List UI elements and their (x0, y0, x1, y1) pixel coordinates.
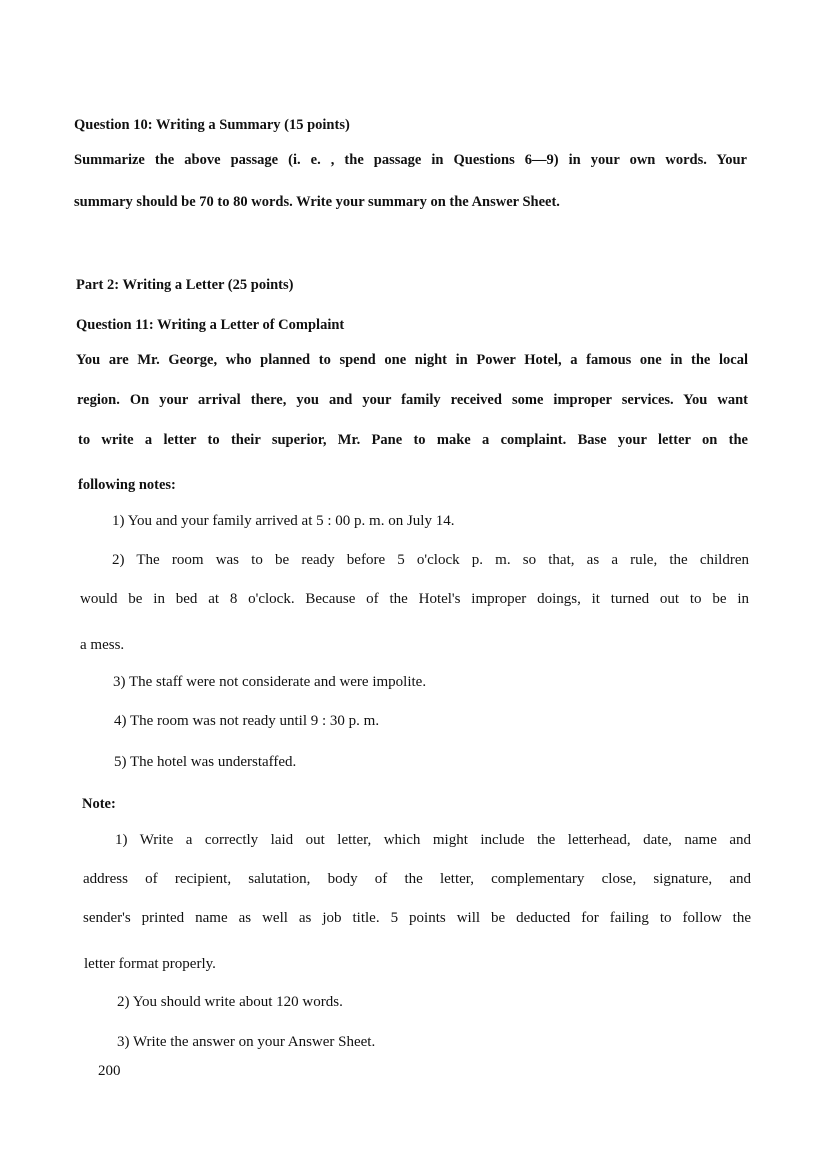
note-label: Note: (82, 796, 116, 812)
notes-item-2: 2) The room was to be ready before 5 o'clock p. m. so that, as a rule, the children (112, 552, 749, 568)
note-item-1-cont-2: sender's printed name as well as job title. 5 points will be deducted for failing to follow the (83, 910, 751, 926)
question-10-title: Question 10: Writing a Summary (15 points) (74, 117, 350, 133)
note-item-1-cont: address of recipient, salutation, body of the letter, complementary close, signature, and (83, 871, 751, 887)
notes-item-2-end: a mess. (80, 637, 125, 653)
notes-item-2-cont: would be in bed at 8 o'clock. Because of the Hotel's improper doings, it turned out to be in (80, 591, 749, 607)
q11-text-line-3: to write a letter to their superior, Mr. Pane to make a complaint. Base your letter on the (78, 432, 748, 448)
notes-item-5: 5) The hotel was understaffed. (114, 754, 297, 770)
note-item-2: 2) You should write about 120 words. (117, 994, 343, 1010)
note-item-1: 1) Write a correctly laid out letter, which might include the letterhead, date, name and (115, 832, 751, 848)
note-item-3: 3) Write the answer on your Answer Sheet. (117, 1034, 376, 1050)
part-2-title: Part 2: Writing a Letter (25 points) (76, 277, 294, 293)
q11-text-line-1: You are Mr. George, who planned to spend one night in Power Hotel, a famous one in the local (76, 352, 748, 368)
notes-item-4: 4) The room was not ready until 9 : 30 p. m. (114, 713, 380, 729)
note-item-1-end: letter format properly. (84, 956, 216, 972)
page-number: 200 (98, 1063, 121, 1079)
q10-text-line-2: summary should be 70 to 80 words. Write your summary on the Answer Sheet. (74, 194, 560, 210)
notes-item-1: 1) You and your family arrived at 5 : 00 p. m. on July 14. (112, 513, 455, 529)
question-11-title: Question 11: Writing a Letter of Complaint (76, 317, 345, 333)
notes-item-3: 3) The staff were not considerate and were impolite. (113, 674, 427, 690)
q10-text-line-1: Summarize the above passage (i. e. , the passage in Questions 6—9) in your own words. Your (74, 152, 747, 168)
q11-text-line-2: region. On your arrival there, you and your family received some improper services. You want (77, 392, 748, 408)
q11-text-line-4: following notes: (78, 477, 176, 493)
